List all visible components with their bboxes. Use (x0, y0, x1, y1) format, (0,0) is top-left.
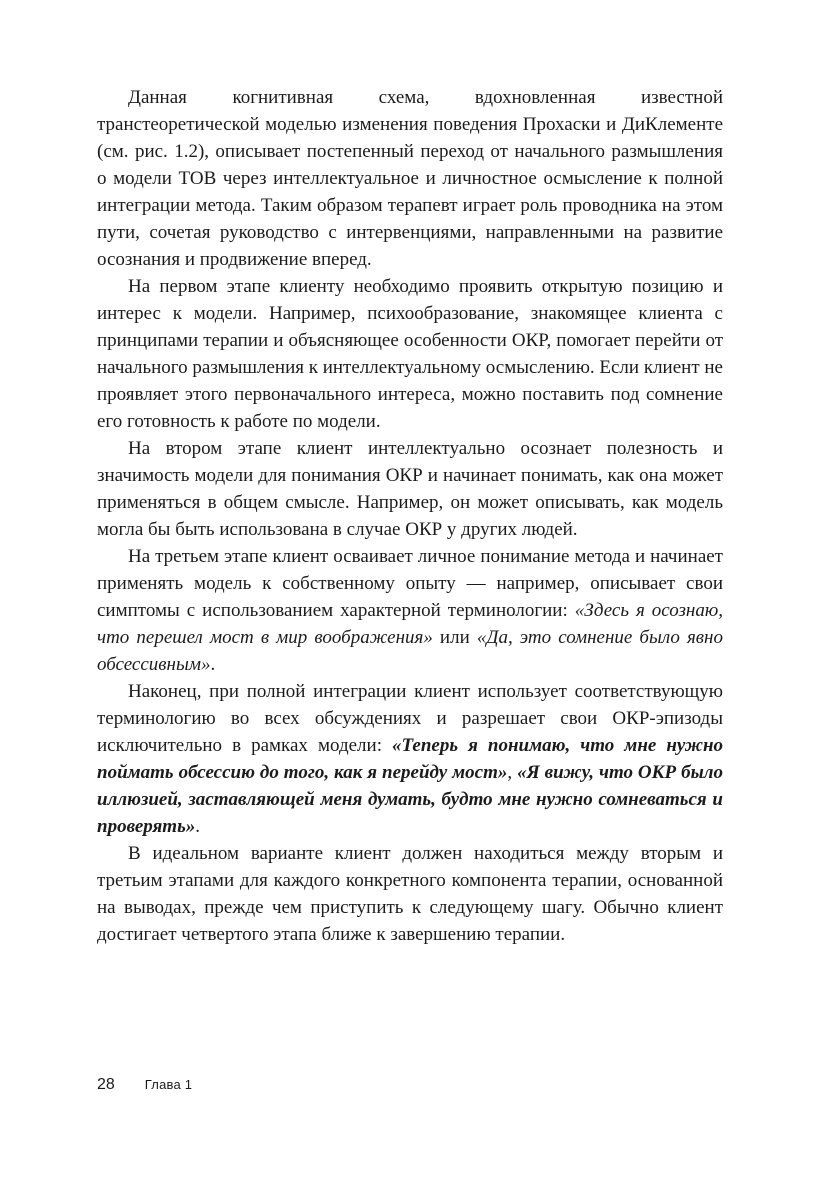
page-footer (97, 1076, 192, 1094)
text-run: или (432, 627, 477, 648)
chapter-label: Глава 1 (144, 1077, 193, 1092)
page-content (97, 84, 723, 948)
text-run: На третьем этапе клиент осваивает личное понимание метода и начинает применять модель к собственному опыту — например, описывает свои симптомы с использованием характерной терминологии: (97, 546, 723, 621)
text-run: , (507, 762, 518, 783)
text-run: Данная когнитивная схема, вдохновленная известной транстеоретической моделью изменения поведения Прохаски и ДиКлементе (см. рис. 1.2), описывает постепенный переход от начального размышления о модели ТОВ через интеллектуальное и личностное осмысление к полной интеграции метода. Таким образом терапевт играет роль проводника на этом пути, сочетая руководство с интервенциями, направленными на развитие осознания и продвижение вперед. (97, 87, 723, 270)
paragraph (97, 435, 723, 543)
text-run: «Я вижу, что ОКР было иллюзией, заставляющей меня думать, будто мне нужно сомневаться и проверять» (97, 762, 724, 837)
text-run: «Да, это сомнение было явно обсессивным» (97, 627, 723, 675)
text-run: «Здесь я осознаю, что перешел мост в мир воображения» (97, 600, 724, 648)
paragraph (97, 678, 723, 840)
paragraph (97, 840, 723, 948)
text-run: В идеальном варианте клиент должен находиться между вторым и третьим этапами для каждого конкретного компонента терапии, основанной на выводах, прежде чем приступить к следующему шагу. Обычно клиент достигает четвертого этапа ближе к завершению терапии. (97, 843, 723, 945)
text-run: На первом этапе клиенту необходимо проявить открытую позицию и интерес к модели. Например, психообразование, знакомящее клиента с принципами терапии и объясняющее особенности ОКР, помогает перейти от начального размышления к интеллектуальному осмыслению. Если клиент не проявляет этого первоначального интереса, можно поставить под сомнение его готовность к работе по модели. (97, 276, 723, 432)
text-run: Наконец, при полной интеграции клиент использует соответствующую терминологию во всех обсуждениях и разрешает свои ОКР-эпизоды исключительно в рамках модели: (97, 681, 723, 756)
page-number: 28 (97, 1076, 115, 1093)
paragraph (97, 273, 723, 435)
text-run: На втором этапе клиент интеллектуально осознает полезность и значимость модели для понимания ОКР и начинает понимать, как она может применяться в общем смысле. Например, он может описывать, как модель могла бы быть использована в случае ОКР у других людей. (97, 438, 723, 540)
text-run: «Теперь я понимаю, что мне нужно поймать обсессию до того, как я перейду мост» (97, 735, 723, 783)
text-run: . (195, 816, 201, 837)
text-run: . (210, 654, 216, 675)
paragraph (97, 84, 723, 273)
paragraph (97, 543, 723, 678)
